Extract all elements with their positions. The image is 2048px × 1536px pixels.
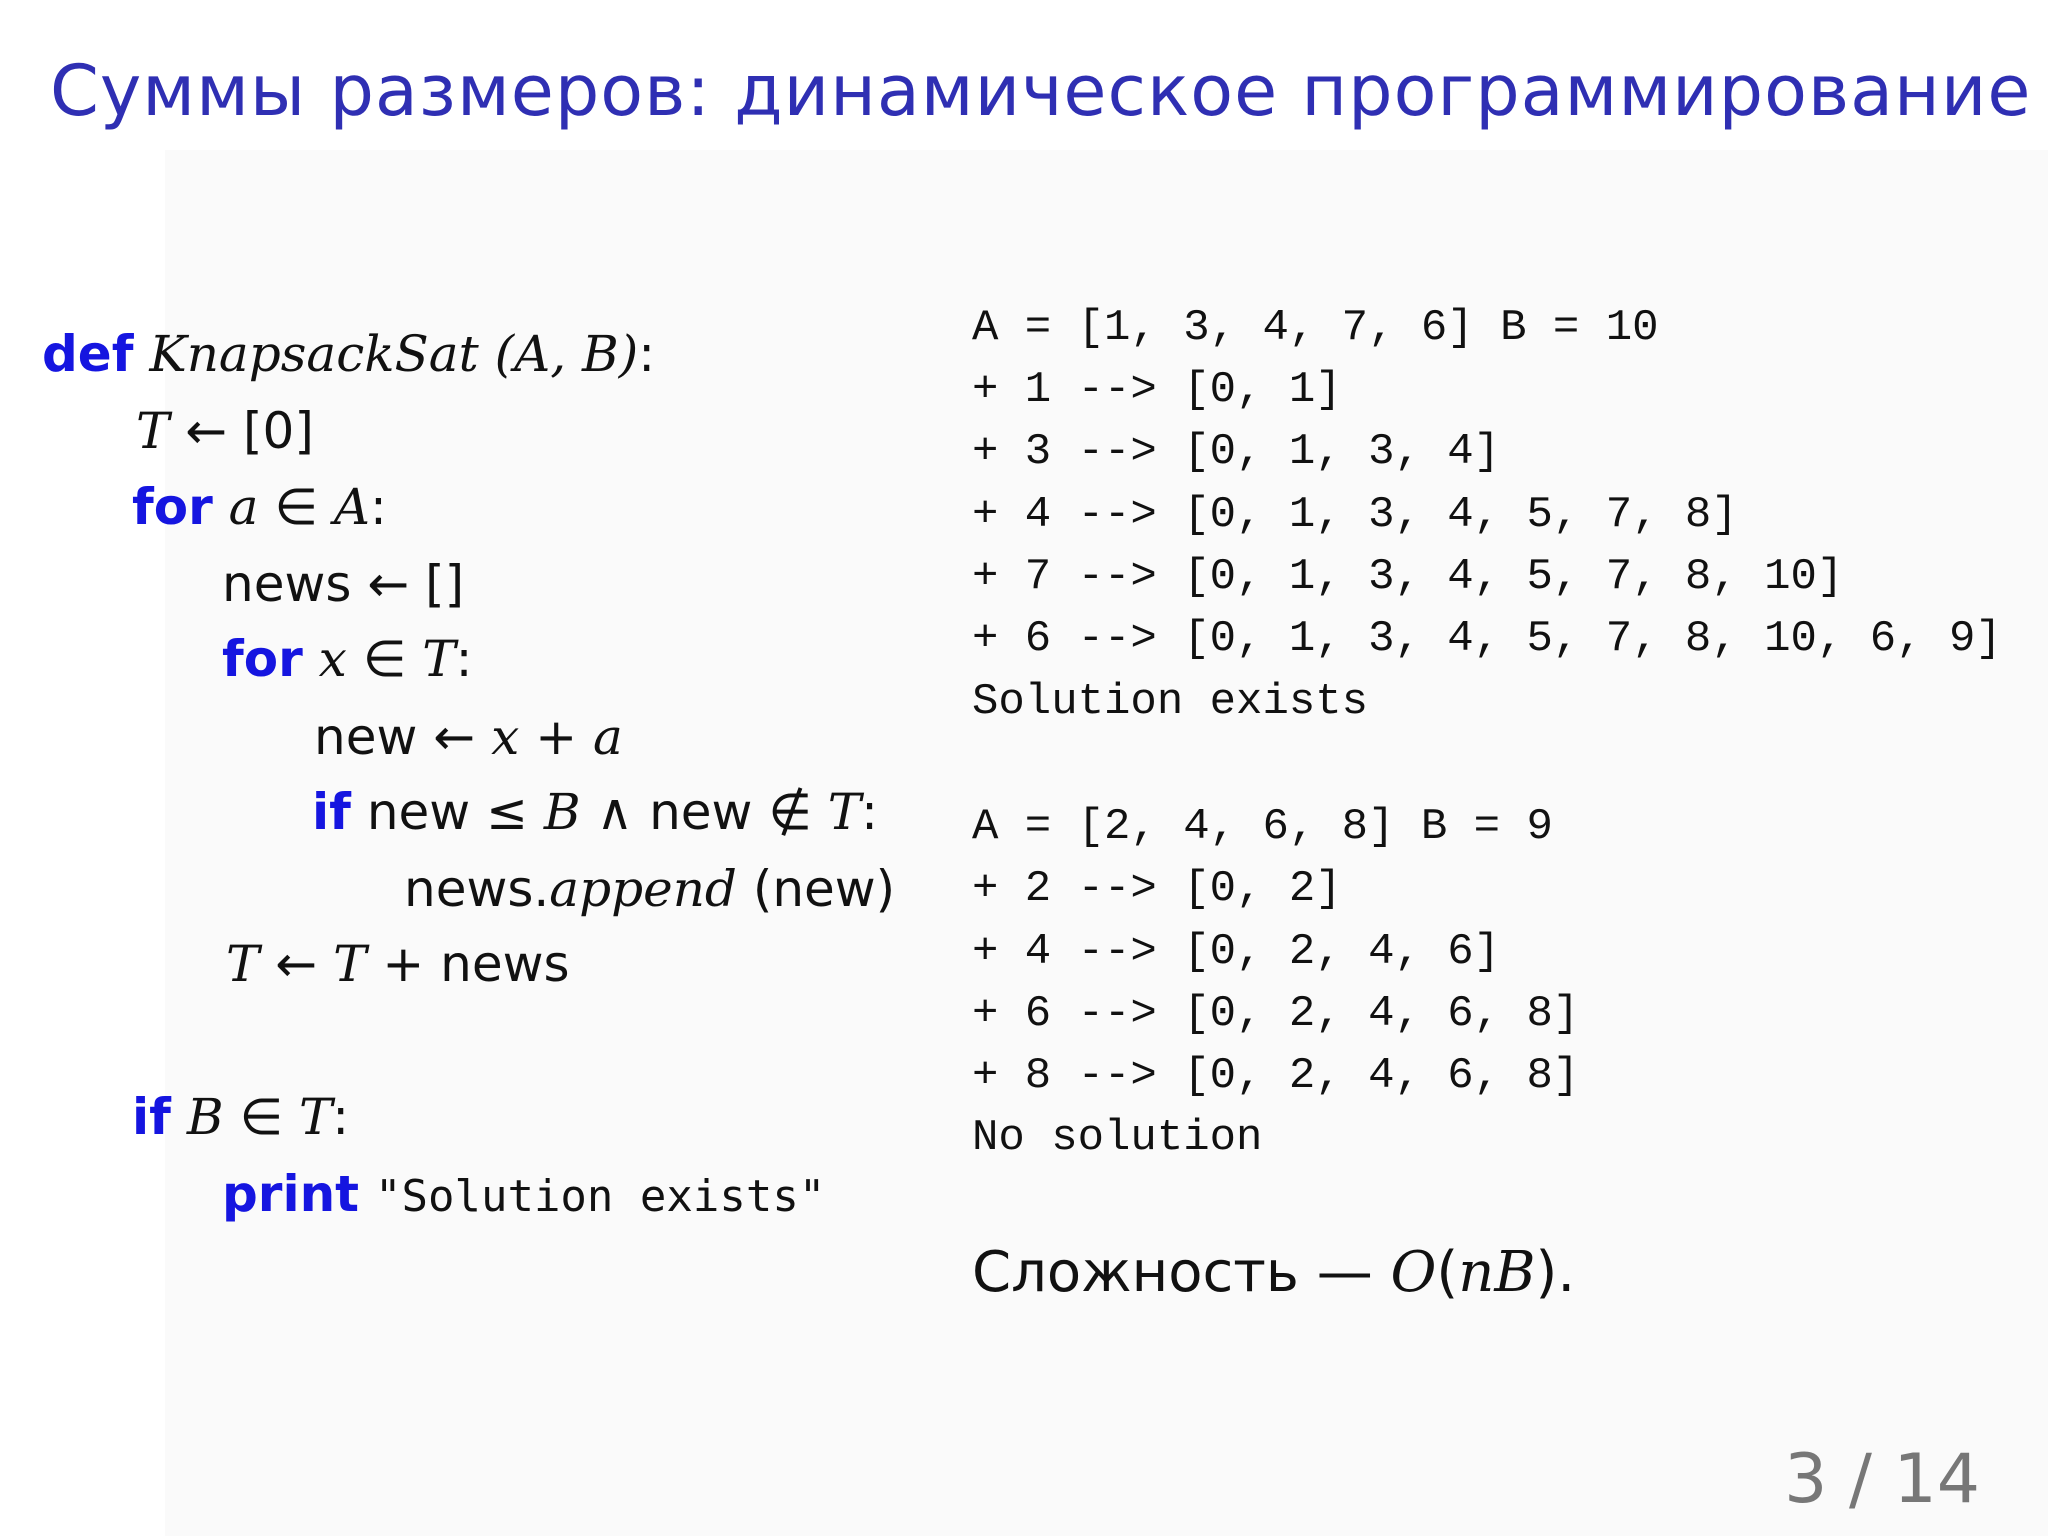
example-step: + 4 --> [0, 2, 4, 6] bbox=[972, 927, 1501, 977]
example-step: + 7 --> [0, 1, 3, 4, 5, 7, 8, 10] bbox=[972, 552, 1844, 602]
news-init-rest: ← [] bbox=[367, 555, 465, 613]
example-step: + 6 --> [0, 1, 3, 4, 5, 7, 8, 10, 6, 9] bbox=[972, 614, 2002, 664]
example-step: + 1 --> [0, 1] bbox=[972, 365, 1342, 415]
var-A: A bbox=[333, 478, 370, 536]
var-new: new bbox=[366, 783, 471, 841]
keyword-def: def bbox=[42, 325, 134, 383]
print-string: "Solution exists" bbox=[375, 1171, 826, 1222]
function-name: KnapsackSat bbox=[149, 325, 479, 383]
colon: : bbox=[861, 783, 879, 841]
example-step: + 3 --> [0, 1, 3, 4] bbox=[972, 427, 1501, 477]
keyword-print: print bbox=[222, 1165, 360, 1223]
example-step: + 8 --> [0, 2, 4, 6, 8] bbox=[972, 1051, 1580, 1101]
var-T: T bbox=[422, 630, 456, 688]
symbol-in: ∈ bbox=[274, 478, 318, 536]
var-x: x bbox=[318, 630, 347, 688]
colon: : bbox=[638, 325, 656, 383]
example-step: + 4 --> [0, 1, 3, 4, 5, 7, 8] bbox=[972, 490, 1738, 540]
append-arg: (new) bbox=[752, 860, 896, 918]
var-T: T bbox=[298, 1088, 333, 1146]
complexity-label: Сложность — bbox=[972, 1240, 1391, 1305]
code-line-news-init bbox=[222, 555, 464, 613]
var-T: T bbox=[226, 935, 260, 993]
var-x: x bbox=[491, 708, 520, 766]
var-T: T bbox=[136, 402, 170, 460]
big-o: O bbox=[1390, 1240, 1437, 1305]
symbol-in: ∈ bbox=[239, 1088, 284, 1146]
symbol-and: ∧ bbox=[596, 783, 634, 841]
symbol-le: ≤ bbox=[486, 783, 528, 841]
var-T: T bbox=[333, 935, 367, 993]
code-line-if-new bbox=[312, 783, 878, 841]
page-number: 3 / 14 bbox=[1784, 1440, 1980, 1519]
code-line-def bbox=[42, 325, 655, 383]
example-header: A = [1, 3, 4, 7, 6] B = 10 bbox=[972, 303, 1659, 353]
paren-open: ( bbox=[1436, 1240, 1459, 1305]
code-line-for-a bbox=[132, 478, 387, 536]
var-B: B bbox=[543, 783, 581, 841]
keyword-for: for bbox=[222, 630, 303, 688]
example-step: + 2 --> [0, 2] bbox=[972, 864, 1342, 914]
example-step: + 6 --> [0, 2, 4, 6, 8] bbox=[972, 989, 1580, 1039]
keyword-if: if bbox=[132, 1088, 171, 1146]
method-append: append bbox=[549, 860, 737, 918]
code-line-new-assign bbox=[314, 708, 623, 766]
code-line-for-x bbox=[222, 630, 472, 688]
var-a: a bbox=[593, 708, 623, 766]
colon: : bbox=[369, 478, 387, 536]
symbol-plus: + bbox=[382, 935, 425, 993]
code-line-T-update bbox=[226, 935, 570, 993]
var-news: news bbox=[222, 555, 352, 613]
var-B: B bbox=[186, 1088, 224, 1146]
var-news: news. bbox=[404, 860, 550, 918]
var-news: news bbox=[440, 935, 570, 993]
example-result: Solution exists bbox=[972, 677, 1369, 727]
var-T: T bbox=[827, 783, 862, 841]
colon: : bbox=[455, 630, 473, 688]
complexity-statement bbox=[972, 1240, 1575, 1305]
var-new: new bbox=[314, 708, 418, 766]
code-line-if-B bbox=[132, 1088, 349, 1146]
function-params: (A, B) bbox=[494, 325, 639, 383]
init-rest: ← [0] bbox=[185, 402, 314, 460]
keyword-if: if bbox=[312, 783, 351, 841]
example-result: No solution bbox=[972, 1113, 1263, 1163]
paren-close: ). bbox=[1535, 1240, 1576, 1305]
symbol-arrow: ← bbox=[433, 708, 476, 766]
code-line-append bbox=[404, 860, 895, 918]
code-line-print bbox=[222, 1165, 825, 1223]
symbol-plus: + bbox=[535, 708, 578, 766]
symbol-arrow: ← bbox=[275, 935, 318, 993]
complexity-expr: nB bbox=[1458, 1240, 1536, 1305]
symbol-in: ∈ bbox=[362, 630, 407, 688]
code-line-init bbox=[136, 402, 314, 460]
colon: : bbox=[332, 1088, 350, 1146]
symbol-notin: ∉ bbox=[768, 783, 812, 841]
keyword-for: for bbox=[132, 478, 213, 536]
var-a: a bbox=[228, 478, 259, 536]
slide-title: Суммы размеров: динамическое программирование bbox=[50, 50, 2032, 132]
example-header: A = [2, 4, 6, 8] B = 9 bbox=[972, 802, 1553, 852]
var-new: new bbox=[649, 783, 753, 841]
